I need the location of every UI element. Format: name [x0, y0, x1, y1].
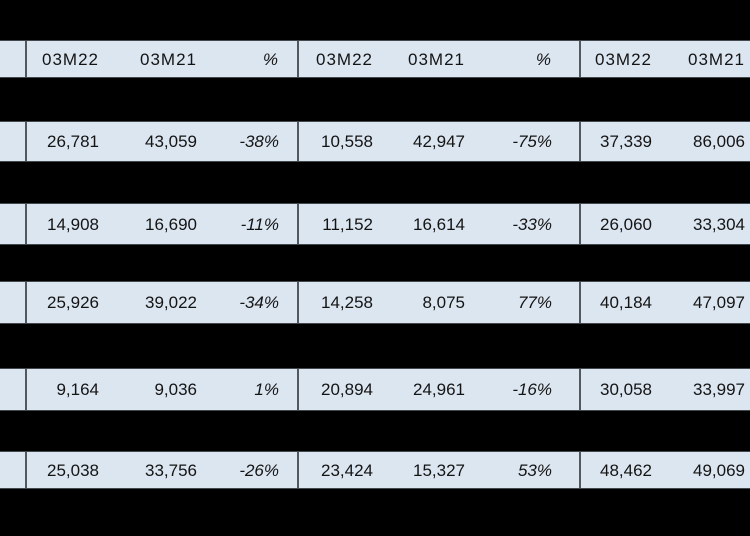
data-cell: 9,036	[154, 380, 197, 399]
data-cell: -75%	[478, 122, 581, 161]
data-cell: 86,006	[693, 132, 745, 151]
data-cell: 24,961	[413, 380, 465, 399]
data-cell: 25,926	[47, 293, 99, 312]
data-cell: -11%	[206, 204, 299, 244]
column-header-g3-03m21: 03M21	[688, 49, 745, 69]
data-cell: 37,339	[600, 132, 652, 151]
data-cell: 14,908	[47, 214, 99, 234]
data-cell: 1%	[206, 369, 299, 410]
data-cell: 33,997	[693, 380, 745, 399]
table-row	[0, 451, 750, 489]
data-cell: 14,258	[321, 293, 373, 312]
redacted-row	[0, 0, 750, 40]
data-cell: 48,462	[600, 460, 652, 480]
row-label-cell	[0, 452, 27, 488]
table-header-row	[0, 40, 750, 78]
data-cell: -16%	[478, 369, 581, 410]
column-header-g1-pct: %	[206, 41, 299, 77]
data-cell: 43,059	[145, 132, 197, 151]
data-cell: 42,947	[413, 132, 465, 151]
row-label-cell	[0, 41, 27, 77]
column-header-g2-pct: %	[478, 41, 581, 77]
data-cell: 15,327	[413, 460, 465, 480]
redacted-row	[0, 245, 750, 281]
column-header-g1-03m21: 03M21	[140, 49, 197, 69]
data-cell: 23,424	[321, 460, 373, 480]
row-label-cell	[0, 369, 27, 410]
data-cell: 40,184	[600, 293, 652, 312]
data-cell: 26,060	[600, 214, 652, 234]
data-cell: 8,075	[422, 293, 465, 312]
data-cell: 33,756	[145, 460, 197, 480]
row-label-cell	[0, 204, 27, 244]
data-cell: 16,690	[145, 214, 197, 234]
row-label-cell	[0, 282, 27, 323]
redacted-row	[0, 489, 750, 536]
data-cell: -33%	[478, 204, 581, 244]
data-cell: 53%	[478, 452, 581, 488]
data-cell: 16,614	[413, 214, 465, 234]
table-row	[0, 368, 750, 411]
data-cell: 25,038	[47, 460, 99, 480]
redacted-row	[0, 162, 750, 203]
column-header-g3-03m22: 03M22	[595, 49, 652, 69]
data-cell: 26,781	[47, 132, 99, 151]
data-cell: 33,304	[693, 214, 745, 234]
redacted-row	[0, 324, 750, 368]
column-header-g2-03m21: 03M21	[408, 49, 465, 69]
data-cell: 10,558	[321, 132, 373, 151]
data-cell: 30,058	[600, 380, 652, 399]
redacted-row	[0, 78, 750, 121]
data-cell: 77%	[478, 282, 581, 323]
data-cell: 20,894	[321, 380, 373, 399]
data-cell: -26%	[206, 452, 299, 488]
data-cell: -34%	[206, 282, 299, 323]
row-label-cell	[0, 122, 27, 161]
data-cell: 9,164	[56, 380, 99, 399]
column-header-g2-03m22: 03M22	[316, 49, 373, 69]
table-row	[0, 281, 750, 324]
data-cell: 39,022	[145, 293, 197, 312]
table-row	[0, 121, 750, 162]
column-header-g1-03m22: 03M22	[42, 49, 99, 69]
table-row	[0, 203, 750, 245]
data-cell: 49,069	[693, 460, 745, 480]
data-cell: 47,097	[693, 293, 745, 312]
data-cell: 11,152	[322, 214, 373, 234]
redacted-row	[0, 411, 750, 451]
data-cell: -38%	[206, 122, 299, 161]
